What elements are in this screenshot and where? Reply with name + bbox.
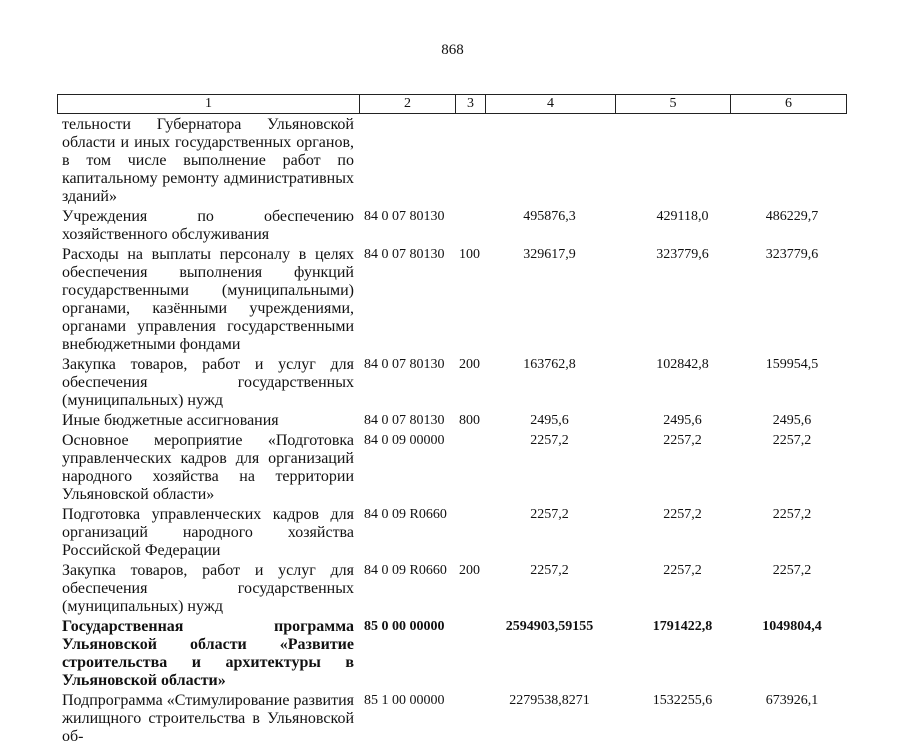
row-code: 85 1 00 00000 [364,693,445,708]
row-name: Закупка товаров, работ и услуг для обеспечения государственных (муниципальных) нужд [62,562,354,615]
row-code: 84 0 09 R0660 [364,507,447,522]
header-col-4: 4 [486,95,616,113]
row-code: 84 0 09 R0660 [364,563,447,578]
row-value-4: 329617,9 [523,247,576,262]
row-value-5: 102842,8 [656,357,709,372]
row-type: 800 [459,413,480,428]
row-value-6: 1049804,4 [762,619,822,634]
table-row [0,246,905,354]
table-row [0,208,905,244]
table-row [0,432,905,504]
row-value-4: 495876,3 [523,209,576,224]
header-col-1: 1 [58,95,360,113]
row-value-5: 2257,2 [663,507,702,522]
table-row [0,116,905,206]
row-value-6: 159954,5 [765,357,819,372]
row-value-5: 1791422,8 [652,619,713,634]
table-row [0,412,905,430]
row-code: 84 0 07 80130 [364,247,445,262]
header-col-5: 5 [616,95,731,113]
row-value-6: 673926,1 [765,693,819,708]
row-value-5: 429118,0 [656,209,709,224]
row-type: 200 [459,563,480,578]
row-value-5: 2257,2 [663,433,702,448]
row-value-5: 323779,6 [656,247,709,262]
row-name: Иные бюджетные ассигнования [62,412,279,429]
table-header [57,94,847,114]
table-row [0,562,905,616]
table-row [0,692,905,746]
row-code: 84 0 07 80130 [364,209,445,224]
row-name: Подготовка управленческих кадров для организаций народного хозяйства Российской Федерации [62,506,354,559]
row-value-4: 2257,2 [530,433,569,448]
row-code: 84 0 09 00000 [364,433,445,448]
row-value-4: 2594903,59155 [505,619,594,634]
row-value-4: 163762,8 [523,357,576,372]
row-type: 100 [459,247,480,262]
table-body [0,116,905,746]
row-code: 84 0 07 80130 [364,413,445,428]
row-value-6: 2495,6 [772,413,812,428]
row-value-4: 2495,6 [530,413,569,428]
table-row [0,506,905,560]
row-value-5: 1532255,6 [652,693,713,708]
row-value-6: 2257,2 [772,563,812,578]
row-code: 84 0 07 80130 [364,357,445,372]
row-name: Учреждения по обеспечению хозяйственного обслуживания [62,208,354,243]
header-col-2: 2 [360,95,456,113]
row-code: 85 0 00 00000 [364,619,445,634]
row-type: 200 [459,357,480,372]
row-value-4: 2257,2 [530,507,569,522]
row-name: Основное мероприятие «Подготовка управленческих кадров для организаций народного хозяйства на территории Ульяновской области» [62,432,354,503]
row-name: Закупка товаров, работ и услуг для обеспечения государственных (муниципальных) нужд [62,356,354,409]
row-value-5: 2257,2 [663,563,702,578]
row-value-6: 486229,7 [765,209,819,224]
row-value-6: 2257,2 [772,507,812,522]
row-value-4: 2257,2 [530,563,569,578]
row-value-4: 2279538,8271 [509,693,590,708]
table-row [0,356,905,410]
row-value-5: 2495,6 [663,413,702,428]
row-name: Подпрограмма «Стимулирование развития жилищного строительства в Ульяновской об- [62,692,354,745]
row-name: Расходы на выплаты персоналу в целях обеспечения выполнения функций государственными (муниципальными) органами, казёнными учреждениями, органами управления государственными внебюджетными фондами [62,246,354,353]
row-value-6: 2257,2 [772,433,812,448]
row-name: Государственная программа Ульяновской области «Развитие строительства и архитектуры в Ульяновской области» [62,618,354,689]
table-row [0,618,905,690]
row-value-6: 323779,6 [765,247,819,262]
header-col-3: 3 [456,95,486,113]
page-number: 868 [441,42,464,58]
row-name: тельности Губернатора Ульяновской области и иных государственных органов, в том числе выполнение работ по капитальному ремонту административных зданий» [62,116,354,205]
header-col-6: 6 [785,96,792,111]
